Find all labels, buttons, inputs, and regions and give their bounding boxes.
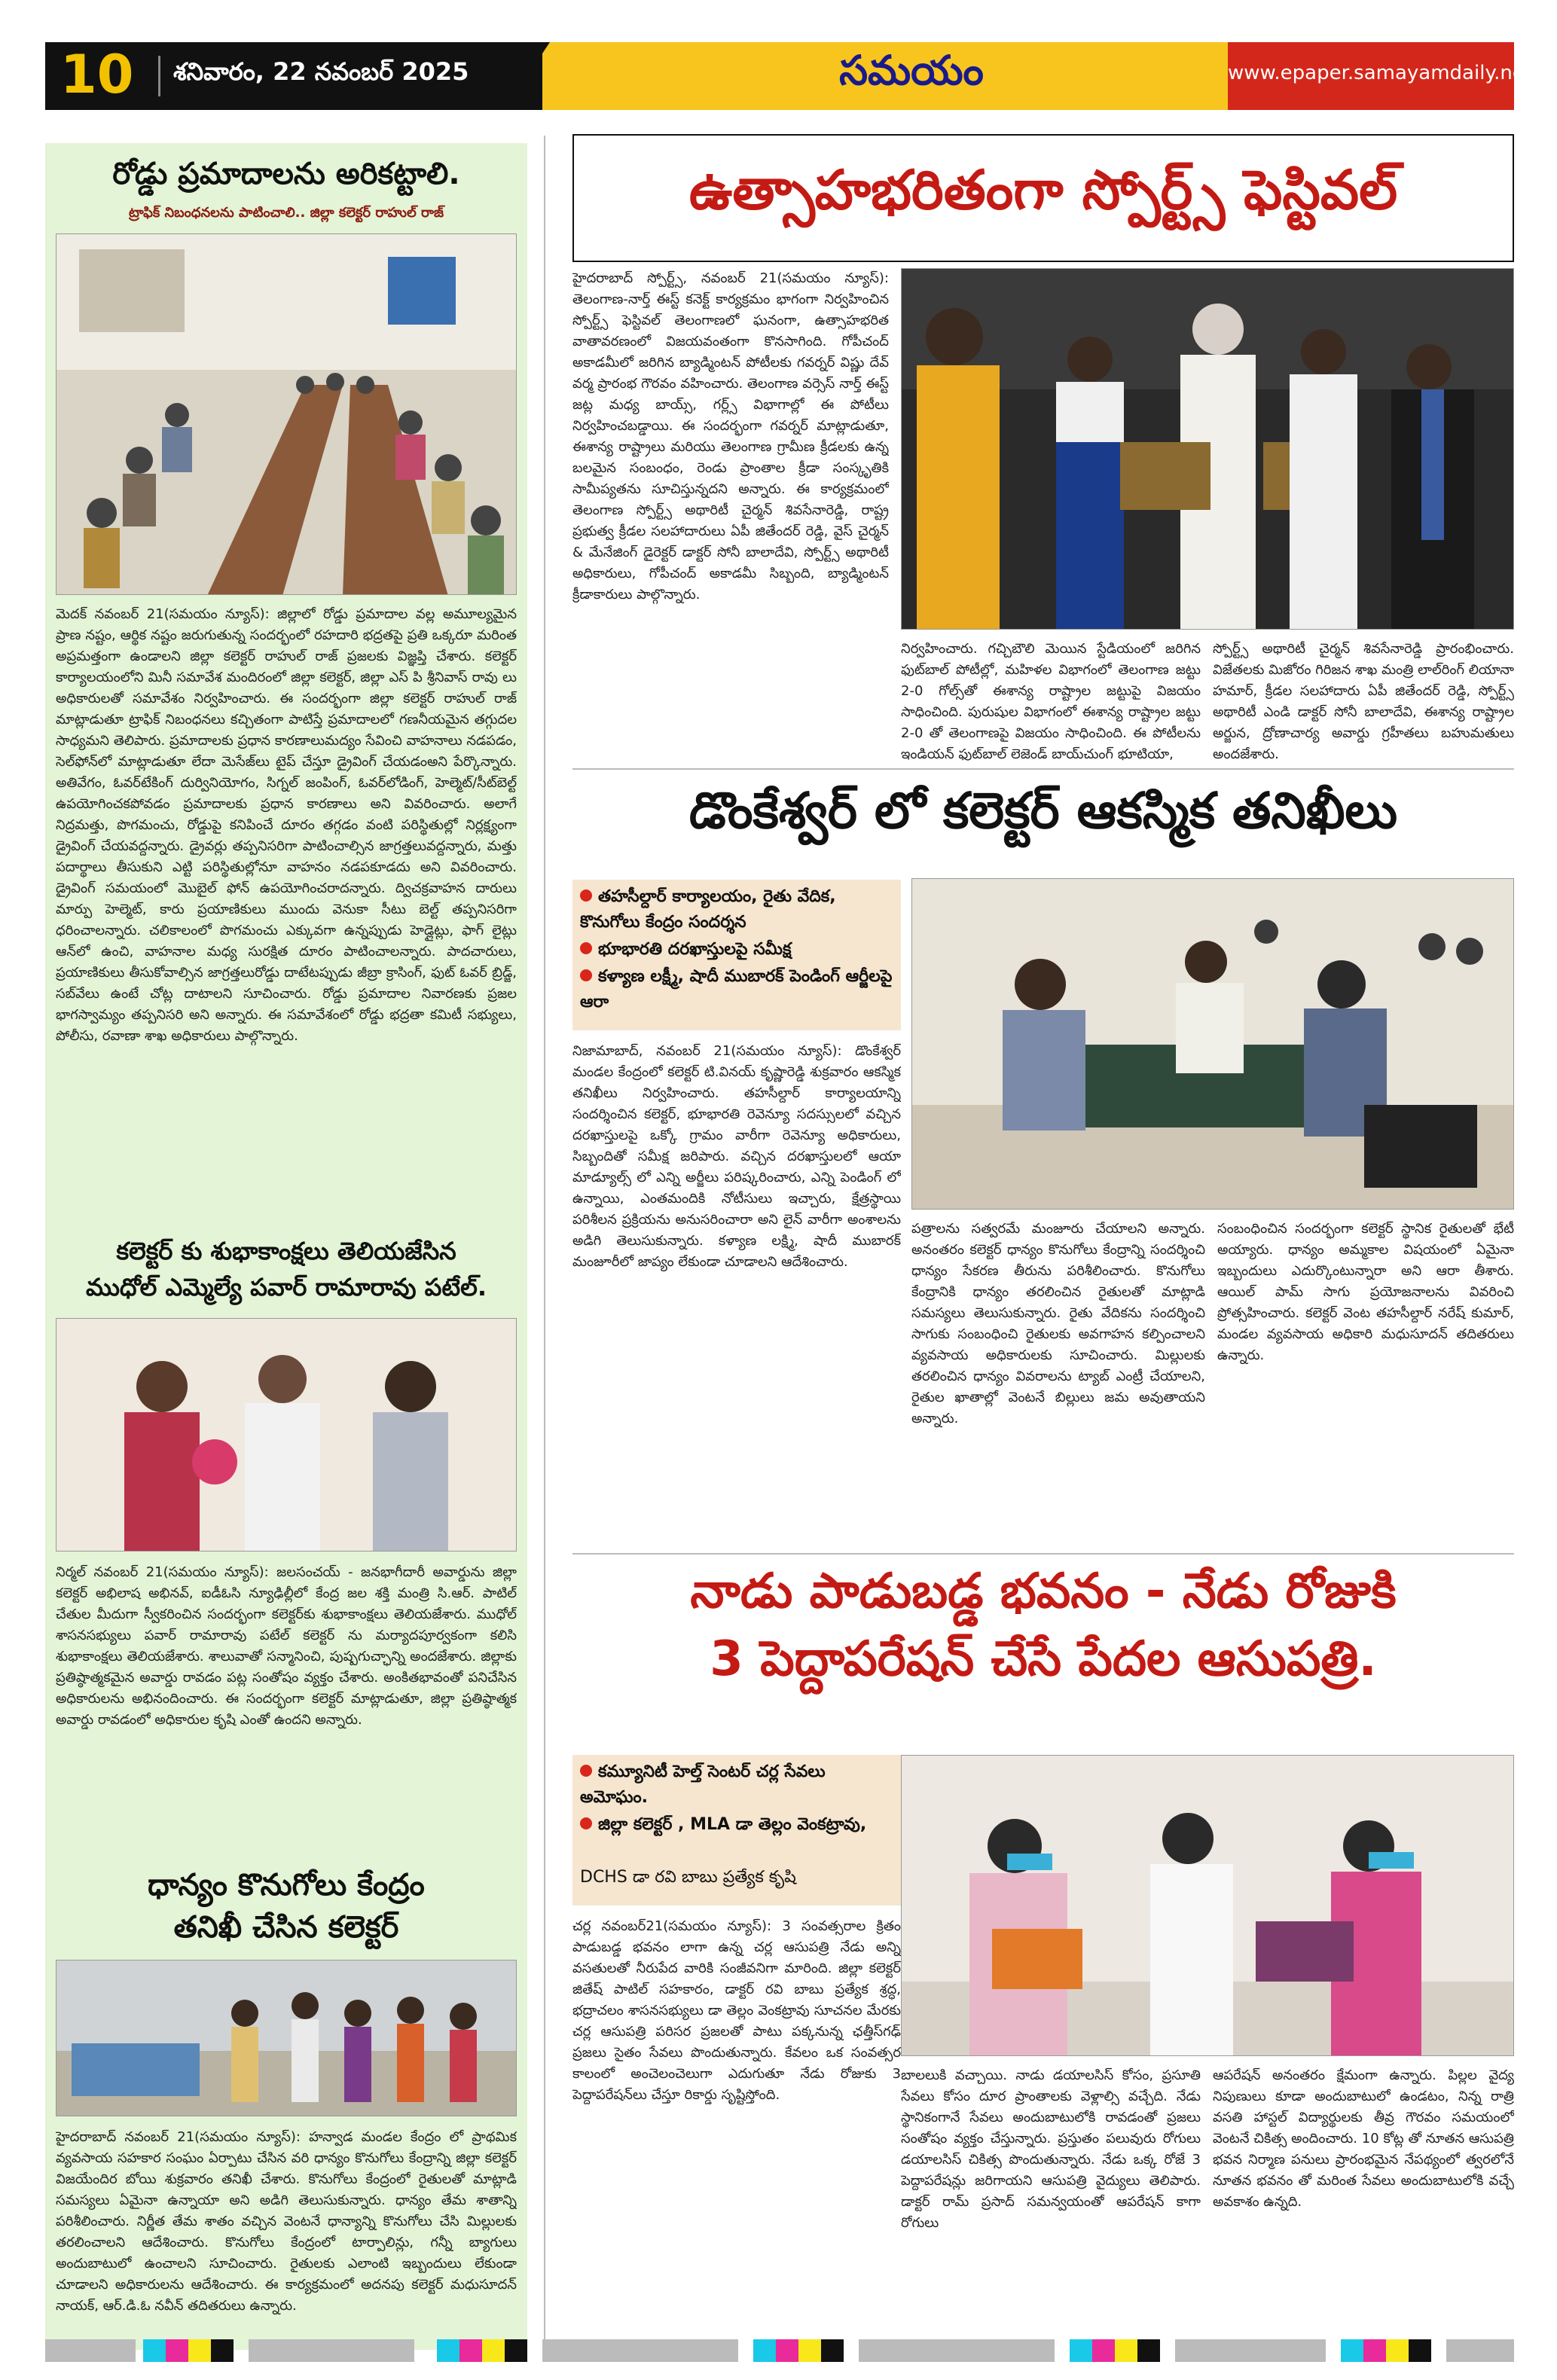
sports-body-col3: స్పోర్ట్స్ అథారిటీ చైర్మన్ శివసేనారెడ్డి ప్రారంభించారు. విజేతలకు మిజోరం గిరిజన శాఖ మంత్రి లాల్‌రింగ్ లియానా హమార్, క్రీడల సలహాదారు ఏపీ జితేందర్ రెడ్డి, స్పోర్ట్స్ అథారిటీ ఎండి డాక్టర్ సోనీ బాలాదేవి, ఈశాన్య రాష్ట్రాల అర్జున, ద్రోణాచార్య అవార్డు గ్రహీతలు బహుమతులు అందజేశారు. xyxy=(1213,641,1514,762)
strip-grey xyxy=(859,2339,1055,2362)
sports-illustration xyxy=(902,269,1514,630)
section-rule xyxy=(572,1553,1514,1555)
hospital-body-col2: బాలలుకి వచ్చాయి. నాడు డయాలసిస్ కోసం, ప్రసూతి సేవలు కోసం దూర ప్రాంతాలకు వెళ్లాల్సి వచ్చేది. నేడు స్థానికంగానే సేవలు అందుబాటులోకి రావడంతో ప్రజలు సంతోషం వ్యక్తం చేస్తున్నారు. ప్రస్తుతం పలువురు రోగులు డయాలసిస్ చికిత్స పొందుతున్నారు. నేడు ఒక్క రోజే 3 పెద్దాపరేషన్లు జరిగాయని ఆసుపత్రి వైద్యులు తెలిపారు. డాక్టర్ రామ్ ప్రసాద్ సమన్వయంతో ఆపరేషన్ కాగా రోగులు xyxy=(901,2067,1201,2231)
greeting-illustration xyxy=(56,1319,517,1552)
hospital-illustration xyxy=(902,1756,1514,2056)
epaper-url[interactable]: www.epaper.samayamdaily.net xyxy=(1228,62,1533,84)
page-number: 10 xyxy=(60,44,134,105)
strip-black xyxy=(211,2339,234,2362)
strip-black xyxy=(1137,2339,1160,2362)
masthead-dateblock xyxy=(45,42,542,110)
strip-black xyxy=(505,2339,527,2362)
office-illustration xyxy=(912,879,1514,1210)
strip-black xyxy=(821,2339,844,2362)
strip-cyan xyxy=(437,2339,459,2362)
bullet-text: కళ్యాణ లక్ష్మీ, షాదీ ముబారక్ పెండింగ్ ఆర్జీలపై ఆరా xyxy=(580,967,893,1012)
strip-grey xyxy=(1446,2339,1514,2362)
bullet-item xyxy=(580,1812,896,1838)
hospital-body-col1: చర్ల నవంబర్21(సమయం న్యూస్): 3 సంవత్సరాల క్రితం పాడుబడ్డ భవనం లాగా ఉన్న చర్ల ఆసుపత్రి నేడు అన్ని వసతులతో నీరుపేద వారికి సంజీవనిగా మారింది. జిల్లా కలెక్టర్ జితేష్ పాటిల్ సహకారం, డాక్టర్ రవి బాబు ప్రత్యేక శ్రద్ధ, భద్రాచలం శాసనసభ్యులు డా తెల్లం వెంకట్రావు సూచనల మేరకు చర్ల ఆసుపత్రి పరిసర ప్రజలతో పాటు పక్కనున్న ఛత్తీస్‌గఢ్ ప్రజలు సైతం సేవలు పొందుతున్నారు. కేవలం ఒక సంవత్సర కాలంలో అంచెలంచెలుగా ఎదుగుతూ నేడు రోజుకు 3 పెద్దాపరేషన్‌లు చేస్తూ రికార్డు సృష్టిస్తోంది. xyxy=(572,1918,901,2103)
strip-magenta xyxy=(459,2339,482,2362)
headline-paddy-centre-2: తనిఖీ చేసిన కలెక్టర్ xyxy=(173,1910,399,1945)
section-rule xyxy=(572,768,1514,770)
strip-grey xyxy=(45,2339,136,2362)
bullet-icon xyxy=(580,969,592,981)
donkeshwar-body-col3: సంబంధించిన సందర్భంగా కలెక్టర్ స్థానిక రైతులతో భేటీ అయ్యారు. ధాన్యం అమ్మకాల విషయంలో ఏమైనా ఇబ్బందులు ఎదుర్కొంటున్నారా అని ఆరా తీశారు. ఆయిల్ పామ్ సాగు ప్రయోజనాలను వివరించి ప్రోత్సహించారు. కలెక్టర్ వెంట తహసీల్దార్ నరేష్ కుమార్, మండల వ్యవసాయ అధికారి మధుసూదన్ తదితరులు ఉన్నారు. xyxy=(1217,1221,1514,1363)
hospital-photo xyxy=(901,1755,1514,2056)
story-road-accidents-body: మెదక్ నవంబర్ 21(సమయం న్యూస్): జిల్లాలో రోడ్డు ప్రమాదాల వల్ల అమూల్యమైన ప్రాణ నష్టం, ఆర్థిక నష్టం జరుగుతున్న సందర్భంలో రహదారి భద్రతపై ప్రతి ఒక్కరూ మరింత అప్రమత్తంగా ఉండాలని జిల్లా కలెక్టర్ రాహుల్ రాజ్ ప్రజలకు విజ్ఞప్తి చేశారు. కలెక్టర్ కార్యాలయంలోని మినీ సమావేశ మందిరంలో జిల్లా కలెక్టర్, జిల్లా ఎస్ పి శ్రీనివాస్ రావు లు అధికారులతో సమావేశం నిర్వహించారు. ఈ సందర్భంగా జిల్లా కలెక్టర్ రాహుల్ రాజ్ మాట్లాడుతూ ట్రాఫిక్ నిబంధనలు కచ్చితంగా పాటిస్తే ప్రమాదాలలో గణనీయమైన తగ్గుదల సాధ్యమని తెలిపారు. ప్రమాదాలకు ప్రధాన కారణాలుమద్యం సేవించి వాహనాలు నడపడం, సెల్‌ఫోన్‌లో మాట్లాడుతూ లేదా మెసేజ్‌లు టైప్ చేస్తూ డ్రైవింగ్ చేయడంఅని పేర్కొన్నారు. అతివేగం, ఓవర్‌టేకింగ్ దుర్వినియోగం, సిగ్నల్ జంపింగ్, ఓవర్‌లోడింగ్, హెల్మెట్/సీట్‌బెల్ట్ ఉపయోగించకపోవడం ప్రమాదాలకు ప్రధాన కారణాలు అని వివరించారు. అలాగే నిద్రమత్తు, పొగమంచు, రోడ్డుపై కనిపించే దూరం తగ్గడం వంటి పరిస్థితుల్లో నిర్లక్ష్యంగా డ్రైవింగ్ చేయవద్దన్నారు. డ్రైవర్లు తప్పనిసరిగా పాటించాల్సిన జాగ్రత్తలువద్దన్నారు, మత్తు పదార్థాలు తీసుకుని ఎట్టి పరిస్థితుల్లోనూ వాహనం నడపకూడదు అని వివరించారు. డ్రైవింగ్ సమయంలో మొబైల్ ఫోన్ ఉపయోగించరాదన్నారు. ద్విచక్రవాహన దారులు మార్పు హెల్మెట్, కారు ప్రయాణికులు ముందు వెనుకా సీటు బెల్ట్ తప్పనిసరిగా ధరించాలన్నారు. చలికాలంలో పొగమంచు ఎక్కువగా ఉన్నప్పుడు హెడ్లైట్లు, ఫాగ్ లైట్లు ఆన్‌లో ఉంచి, వాహనాల మధ్య సురక్షిత దూరం పాటించాలన్నారు. పాదచారులు, ప్రయాణికులు తీసుకోవాల్సిన జాగ్రత్తలురోడ్డు దాటేటప్పుడు జీబ్రా క్రాసింగ్, ఫుట్ ఓవర్ బ్రిడ్జ్, సబ్‌వేలు ఉంటే చోట్ల దాటాలని సూచించారు. రోడ్డు ప్రమాదాల నివారణకు ప్రజల భాగస్వామ్యం తప్పనిసరి అని అన్నారు. ఈ సమావేశంలో రోడ్డు భద్రతా కమిటీ సభ్యులు, పోలీసు, రవాణా శాఖ అధికారులు పాల్గొన్నారు. xyxy=(56,606,517,1044)
bullet-item xyxy=(580,1865,896,1890)
headline-hospital-2: 3 పెద్దాపరేషన్ చేసే పేదల ఆసుపత్రి. xyxy=(710,1631,1377,1687)
bullet-text: DCHS డా రవి బాబు ప్రత్యేక కృషి xyxy=(580,1868,796,1887)
story-paddy-centre-body: హైదరాబాద్ నవంబర్ 21(సమయం న్యూస్): హన్వాడ మండల కేంద్రం లో ప్రాథమిక వ్యవసాయ సహకార సంఘం ఏర్పాటు చేసిన వరి ధాన్యం కొనుగోలు కేంద్రాన్ని జిల్లా కలెక్టర్ విజయేందిర బోయి శుక్రవారం తనిఖీ చేశారు. కొనుగోలు కేంద్రంలో రైతులతో మాట్లాడి సమస్యలు ఏమైనా ఉన్నాయా అని అడిగి తెలుసుకున్నారు. ధాన్యం తేమ శాతాన్ని పరిశీలించారు. నిర్ణీత తేమ శాతం వచ్చిన వెంటనే ధాన్యాన్ని కొనుగోలు చేసి మిల్లులకు తరలించాలని ఆదేశించారు. కొనుగోలు కేంద్రంలో టార్పాలిన్లు, గన్నీ బ్యాగులు అందుబాటులో ఉంచాలని సూచించారు. రైతులకు ఎలాంటి ఇబ్బందులు లేకుండా చూడాలని అధికారులను ఆదేశించారు. ఈ కార్యక్రమంలో అదనపు కలెక్టర్ మధుసూదన్ నాయక్, ఆర్.డి.ఓ నవీన్ తదితరులు ఉన్నారు. xyxy=(56,2129,517,2314)
bullet-item xyxy=(580,964,896,1015)
paddy-illustration xyxy=(56,1960,517,2116)
meeting-illustration xyxy=(56,234,517,595)
masthead-slant xyxy=(505,42,550,110)
strip-magenta xyxy=(776,2339,798,2362)
strip-cyan xyxy=(1341,2339,1363,2362)
bullet-item xyxy=(580,1759,896,1811)
strip-yellow xyxy=(482,2339,505,2362)
bullet-text: తహసీల్దార్ కార్యాలయం, రైతు వేదిక, కొనుగోలు కేంద్రం సందర్శన xyxy=(580,887,836,932)
hospital-bullets xyxy=(572,1755,901,1906)
subhead-road-accidents: ట్రాఫిక్ నిబంధనలను పాటించాలి.. జిల్లా కలెక్టర్ రాహుల్ రాజ్ xyxy=(128,205,444,221)
strip-yellow xyxy=(1115,2339,1137,2362)
column-rule xyxy=(544,136,545,2342)
sports-headline-box xyxy=(572,134,1514,262)
donkeshwar-body-col2: పత్రాలను సత్వరమే మంజూరు చేయాలని అన్నారు. అనంతరం కలెక్టర్ ధాన్యం కొనుగోలు కేంద్రాన్ని సందర్శించి ధాన్యం సేకరణ తీరును పరిశీలించారు. కొనుగోలు కేంద్రానికి ధాన్యం తరలించిన రైతులతో మాట్లాడి సమస్యలు తెలుసుకున్నారు. రైతు వేదికను సందర్శించి సాగుకు సంబంధించి రైతులకు అవగాహన కల్పించాలని వ్యవసాయ అధికారులకు సూచించారు. మిల్లులకు తరలించిన ధాన్యం వివరాలను ట్యాబ్ ఎంట్రీ చేయాలని, రైతుల ఖాతాల్లో వెంటనే బిల్లులు జమ అవుతాయని అన్నారు. xyxy=(911,1221,1205,1426)
strip-yellow xyxy=(188,2339,211,2362)
strip-yellow xyxy=(798,2339,821,2362)
paper-name: సమయం xyxy=(839,47,984,94)
left-column xyxy=(45,143,527,2350)
bullet-icon xyxy=(580,889,592,902)
masthead xyxy=(45,42,1533,110)
bullet-item xyxy=(580,937,896,963)
bullet-icon xyxy=(580,942,592,954)
headline-mla-greetings-2: ముధోల్ ఎమ్మెల్యే పవార్ రామారావు పటేల్. xyxy=(86,1273,487,1301)
bullet-item xyxy=(580,884,896,935)
hospital-body-col3: ఆపరేషన్ అనంతరం క్షేమంగా ఉన్నారు. పిల్లల వైద్య నిపుణులు కూడా అందుబాటులో ఉండటం, నిన్న రాత్రి వసతి హాస్టల్ విద్యార్థులకు తీవ్ర గౌరవం సమయంలో వెంటనే చికిత్స అందించారు. 10 కోట్ల తో నూతన ఆసుపత్రి భవన నిర్మాణ పనులు ప్రారంభమైన నేపథ్యంలో త్వరలోనే నూతన భవనం తో మరింత సేవలు అందుబాటులోకి వచ్చే అవకాశం ఉన్నది. xyxy=(1213,2067,1514,2210)
bullet-icon xyxy=(580,1817,592,1829)
bullet-icon xyxy=(580,1765,592,1777)
donkeshwar-photo xyxy=(911,878,1514,1210)
donkeshwar-bullets xyxy=(572,880,901,1030)
headline-sports-festival: ఉత్సాహభరితంగా స్పోర్ట్స్ ఫెస్టివల్ xyxy=(688,158,1398,221)
strip-cyan xyxy=(1070,2339,1092,2362)
donkeshwar-body-col1: నిజామాబాద్, నవంబర్ 21(సమయం న్యూస్): డొంకేశ్వర్ మండల కేంద్రంలో కలెక్టర్ టి.వినయ్ కృష్ణారెడ్డి శుక్రవారం ఆకస్మిక తనిఖీలు నిర్వహించారు. తహసీల్దార్ కార్యాలయాన్ని సందర్శించిన కలెక్టర్, భూభారతి రెవెన్యూ సదస్సులలో వచ్చిన దరఖాస్తులపై ఒక్కో గ్రామం వారీగా రెవెన్యూ అధికారులు, సిబ్బందితో సమీక్ష జరిపారు. వచ్చిన దరఖాస్తులలో ఆయా మాడ్యూల్స్ లో ఎన్ని అర్జీలు పరిష్కరించారు, ఎన్ని పెండింగ్ లో ఉన్నాయి, ఎంతమందికి నోటీసులు ఇచ్చారు, క్షేత్రస్థాయి పరిశీలన ప్రక్రియను అనుసరించారా అని లైన్ వారీగా అంశాలను అడిగి తెలుసుకున్నారు. కళ్యాణ లక్ష్మి, షాదీ ముబారక్ మంజూరీలో జాప్యం లేకుండా చూడాలని ఆదేశించారు. xyxy=(572,1043,901,1270)
masthead-url-block xyxy=(1228,42,1533,110)
strip-black xyxy=(1409,2339,1431,2362)
bullet-text: జిల్లా కలెక్టర్ , MLA డా తెల్లం వెంకట్రావు, xyxy=(598,1815,867,1834)
issue-date: శనివారం, 22 నవంబర్ 2025 xyxy=(173,57,469,86)
headline-donkeshwar: డొంకేశ్వర్ లో కలెక్టర్ ఆకస్మిక తనిఖీలు xyxy=(688,782,1398,840)
story-mla-greetings-body: నిర్మల్ నవంబర్ 21(సమయం న్యూస్): జలసంచయ్ - జనభాగీదారీ అవార్డును జిల్లా కలెక్టర్ అభిలాష అభినవ్, ఐడీఓసి న్యూఢిల్లీలో కేంద్ర జల శక్తి మంత్రి సి.ఆర్. పాటిల్ చేతుల మీదుగా స్వీకరించిన సందర్భంగా కలెక్టర్‌కు శుభాకాంక్షలు తెలియజేశారు. ముధోల్ శాసనసభ్యులు పవార్ రామారావు పటేల్ కలెక్టర్ ను మర్యాదపూర్వకంగా కలిసి శుభాకాంక్షలు తెలియజేశారు. శాలువాతో సన్మానించి, పుష్పగుచ్ఛాన్ని అందజేశారు. జిల్లాకు ప్రతిష్ఠాత్మకమైన అవార్డు రావడం పట్ల సంతోషం వ్యక్తం చేశారు. అంకితభావంతో పనిచేసిన అధికారులను అభినందించారు. ఈ సందర్భంగా కలెక్టర్ మాట్లాడుతూ, జిల్లా ప్రతిష్ఠాత్మక అవార్డు రావడంలో అధికారుల కృషి ఎంతో ఉందని అన్నారు. xyxy=(56,1564,517,1728)
strip-magenta xyxy=(1363,2339,1386,2362)
strip-grey xyxy=(249,2339,414,2362)
sports-body-col1: హైదరాబాద్ స్పోర్ట్స్, నవంబర్ 21(సమయం న్యూస్): తెలంగాణ-నార్త్ ఈస్ట్ కనెక్ట్ కార్యక్రమం భాగంగా నిర్వహించిన స్పోర్ట్స్ ఫెస్టివల్ తెలంగాణలో ఘనంగా, ఉత్సాహభరిత వాతావరణంలో విజయవంతంగా కొనసాగింది. గోపీచంద్ అకాడమీలో జరిగిన బ్యాడ్మింటన్ పోటీలకు గవర్నర్ విష్ణు దేవ్ వర్మ ప్రారంభ గౌరవం వహించారు. తెలంగాణ వర్సెస్ నార్త్ ఈస్ట్ జట్ల మధ్య బాయ్స్, గర్ల్స్ విభాగాల్లో ఈ పోటీలు నిర్వహించబడ్డాయి. ఈ సందర్భంగా గవర్నర్ మాట్లాడుతూ, ఈశాన్య రాష్ట్రాలు మరియు తెలంగాణ గ్రామీణ క్రీడలకు ఉన్న బలమైన సంబంధం, రెండు ప్రాంతాల క్రీడా సంస్కృతికి సామీప్యతను సూచిస్తున్నదని అన్నారు. ఈ కార్యక్రమంలో తెలంగాణ స్పోర్ట్స్ అథారిటీ చైర్మన్ శివసేనారెడ్డి, రాష్ట్ర ప్రభుత్వ క్రీడల సలహాదారులు ఏపీ జితేందర్ రెడ్డి, వైస్ చైర్మన్ & మేనేజింగ్ డైరెక్టర్ డాక్టర్ సోనీ బాలాదేవి, స్పోర్ట్స్ అథారిటీ అధికారులు, గోపీచంద్ అకాడమీ సిబ్బంది, బ్యాడ్మింటన్ క్రీడాకారులు పాల్గొన్నారు. xyxy=(572,270,889,603)
strip-grey xyxy=(1175,2339,1326,2362)
strip-cyan xyxy=(753,2339,776,2362)
bullet-text: కమ్యూనిటీ హెల్త్ సెంటర్ చర్ల సేవలు అమోఘం. xyxy=(580,1762,826,1807)
headline-paddy-centre-1: ధాన్యం కొనుగోలు కేంద్రం xyxy=(148,1868,425,1902)
strip-magenta xyxy=(1092,2339,1115,2362)
strip-magenta xyxy=(166,2339,188,2362)
strip-grey xyxy=(542,2339,738,2362)
sports-body-col2: నిర్వహించారు. గచ్చిబౌలి మెయిన స్టేడియంలో జరిగిన ఫుట్‌బాల్ పోటీల్లో, మహిళల విభాగంలో తెలంగాణ జట్టు 2-0 గోల్స్‌తో ఈశాన్య రాష్ట్రాల జట్టుపై విజయం సాధించింది. పురుషుల విభాగంలో ఈశాన్య రాష్ట్రాల జట్టు 2-0 తో తెలంగాణపై విజయం సాధించింది. ఈ పోటీలను ఇండియన్ ఫుట్‌బాల్ లెజెండ్ బాయ్‌చుంగ్ భూటియా, xyxy=(901,641,1201,762)
bullet-text: భూభారతి దరఖాస్తులపై సమీక్ష xyxy=(598,940,792,959)
paddy-centre-photo xyxy=(56,1960,517,2116)
divider xyxy=(158,56,160,96)
meeting-photo xyxy=(56,233,517,595)
strip-yellow xyxy=(1386,2339,1409,2362)
greeting-photo xyxy=(56,1318,517,1552)
registration-strip xyxy=(0,2339,1557,2362)
masthead-title-band xyxy=(542,42,1288,110)
headline-road-accidents: రోడ్డు ప్రమాదాలను అరికట్టాలి. xyxy=(112,157,460,191)
sports-photo xyxy=(901,268,1514,630)
strip-cyan xyxy=(143,2339,166,2362)
headline-hospital-1: నాడు పాడుబడ్డ భవనం - నేడు రోజుకి xyxy=(690,1564,1397,1619)
headline-mla-greetings-1: కలెక్టర్ కు శుభాకాంక్షలు తెలియజేసిన xyxy=(116,1237,456,1265)
